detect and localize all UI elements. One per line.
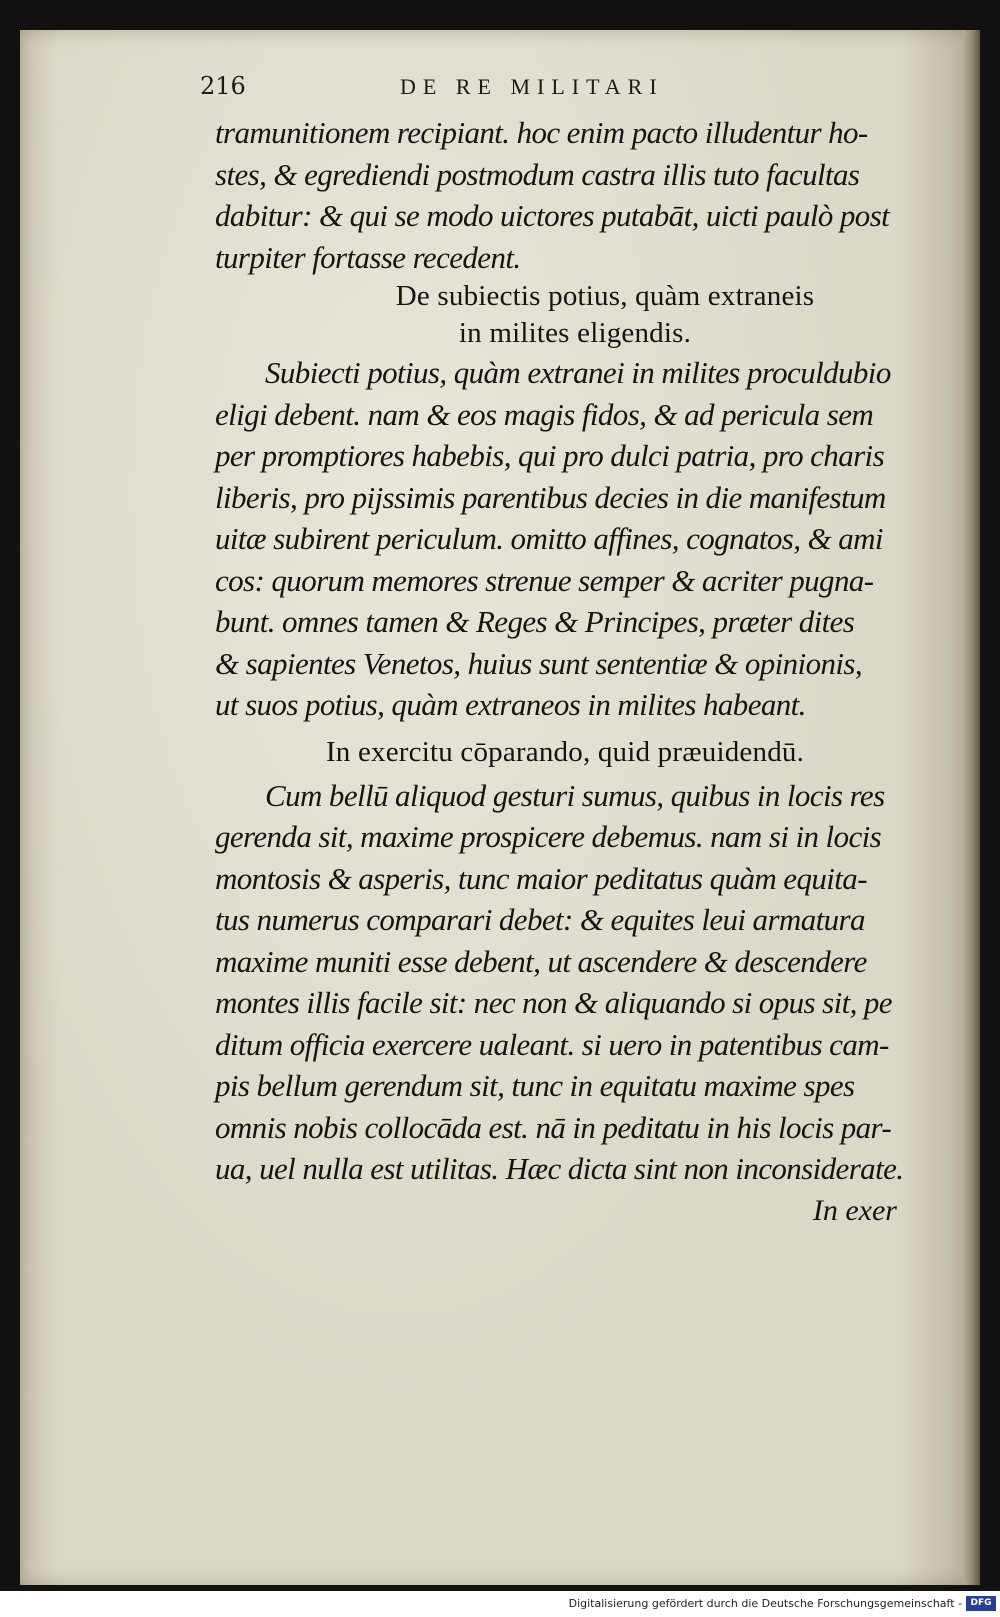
text-line: eligi debent. nam & eos magis fidos, & ad pericula sem: [215, 396, 874, 432]
text-line: gerenda sit, maxime prospicere debemus. nam si in locis: [215, 819, 882, 854]
heading-line: in milites eligendis.: [458, 317, 692, 349]
funding-credit: Digitalisierung gefördert durch die Deutsche Forschungsgemeinschaft -: [568, 1597, 962, 1610]
page-number: 216: [200, 72, 246, 100]
section-heading-1: [215, 278, 915, 352]
text-line: pis bellum gerendum sit, tunc in equitatu maxime spes: [215, 1068, 855, 1103]
text-line: liberis, pro pijssimis parentibus decies in die manifestum: [215, 479, 886, 515]
text-line: maxime muniti esse debent, ut ascendere & descendere: [215, 943, 867, 979]
text-line: & sapientes Venetos, huius sunt sententiæ & opinionis,: [215, 645, 862, 681]
page-header: [200, 72, 920, 112]
text-line: montosis & asperis, tunc maior peditatus quàm equita-: [215, 860, 867, 896]
text-line: dabitur: & qui se modo uictores putabāt, uicti paulò post: [215, 198, 890, 233]
text-line: per promptiores habebis, qui pro dulci patria, pro charis: [215, 438, 885, 473]
text-line: bunt. omnes tamen & Reges & Principes, præter dites: [215, 604, 855, 639]
paragraph-1: [215, 112, 915, 278]
running-title: DE RE MILITARI: [400, 74, 664, 99]
section-heading-2: In exercitu cōparando, quid præuidendū.: [325, 735, 805, 768]
heading-line: De subiectis potius, quàm extraneis: [395, 280, 815, 312]
text-line: tramunitionem recipiant. hoc enim pacto illudentur ho-: [215, 115, 868, 150]
text-line: ua, uel nulla est utilitas. Hæc dicta sint non inconsiderate.: [215, 1151, 904, 1186]
text-line: uitæ subirent periculum. omitto affines, cognatos, & ami: [215, 521, 883, 556]
text-line: turpiter fortasse recedent.: [215, 239, 521, 275]
dfg-logo-icon: DFG: [966, 1596, 996, 1611]
footer-bar: [0, 1591, 1000, 1617]
text-line: omnis nobis collocāda est. nā in peditatu in his locis par-: [215, 1109, 892, 1145]
text-line: ditum officia exercere ualeant. si uero in patentibus cam-: [215, 1026, 889, 1062]
text-line: cos: quorum memores strenue semper & acriter pugna-: [215, 562, 874, 598]
text-line: stes, & egrediendi postmodum castra illis tuto facultas: [215, 156, 860, 192]
paragraph-2: [215, 352, 915, 726]
text-line: tus numerus comparari debet: & equites leui armatura: [215, 902, 865, 937]
paragraph-3: [215, 775, 915, 1190]
text-line: ut suos potius, quàm extraneos in milites habeant.: [215, 687, 806, 722]
text-block: [215, 112, 915, 1232]
page-edge: [962, 30, 980, 1585]
text-line: Cum bellū aliquod gesturi sumus, quibus in locis res: [265, 777, 885, 813]
text-line: Subiecti potius, quàm extranei in milites proculdubio: [265, 355, 891, 390]
text-line: montes illis facile sit: nec non & aliquando si opus sit, pe: [215, 985, 892, 1020]
catchword: In exer: [812, 1193, 897, 1227]
